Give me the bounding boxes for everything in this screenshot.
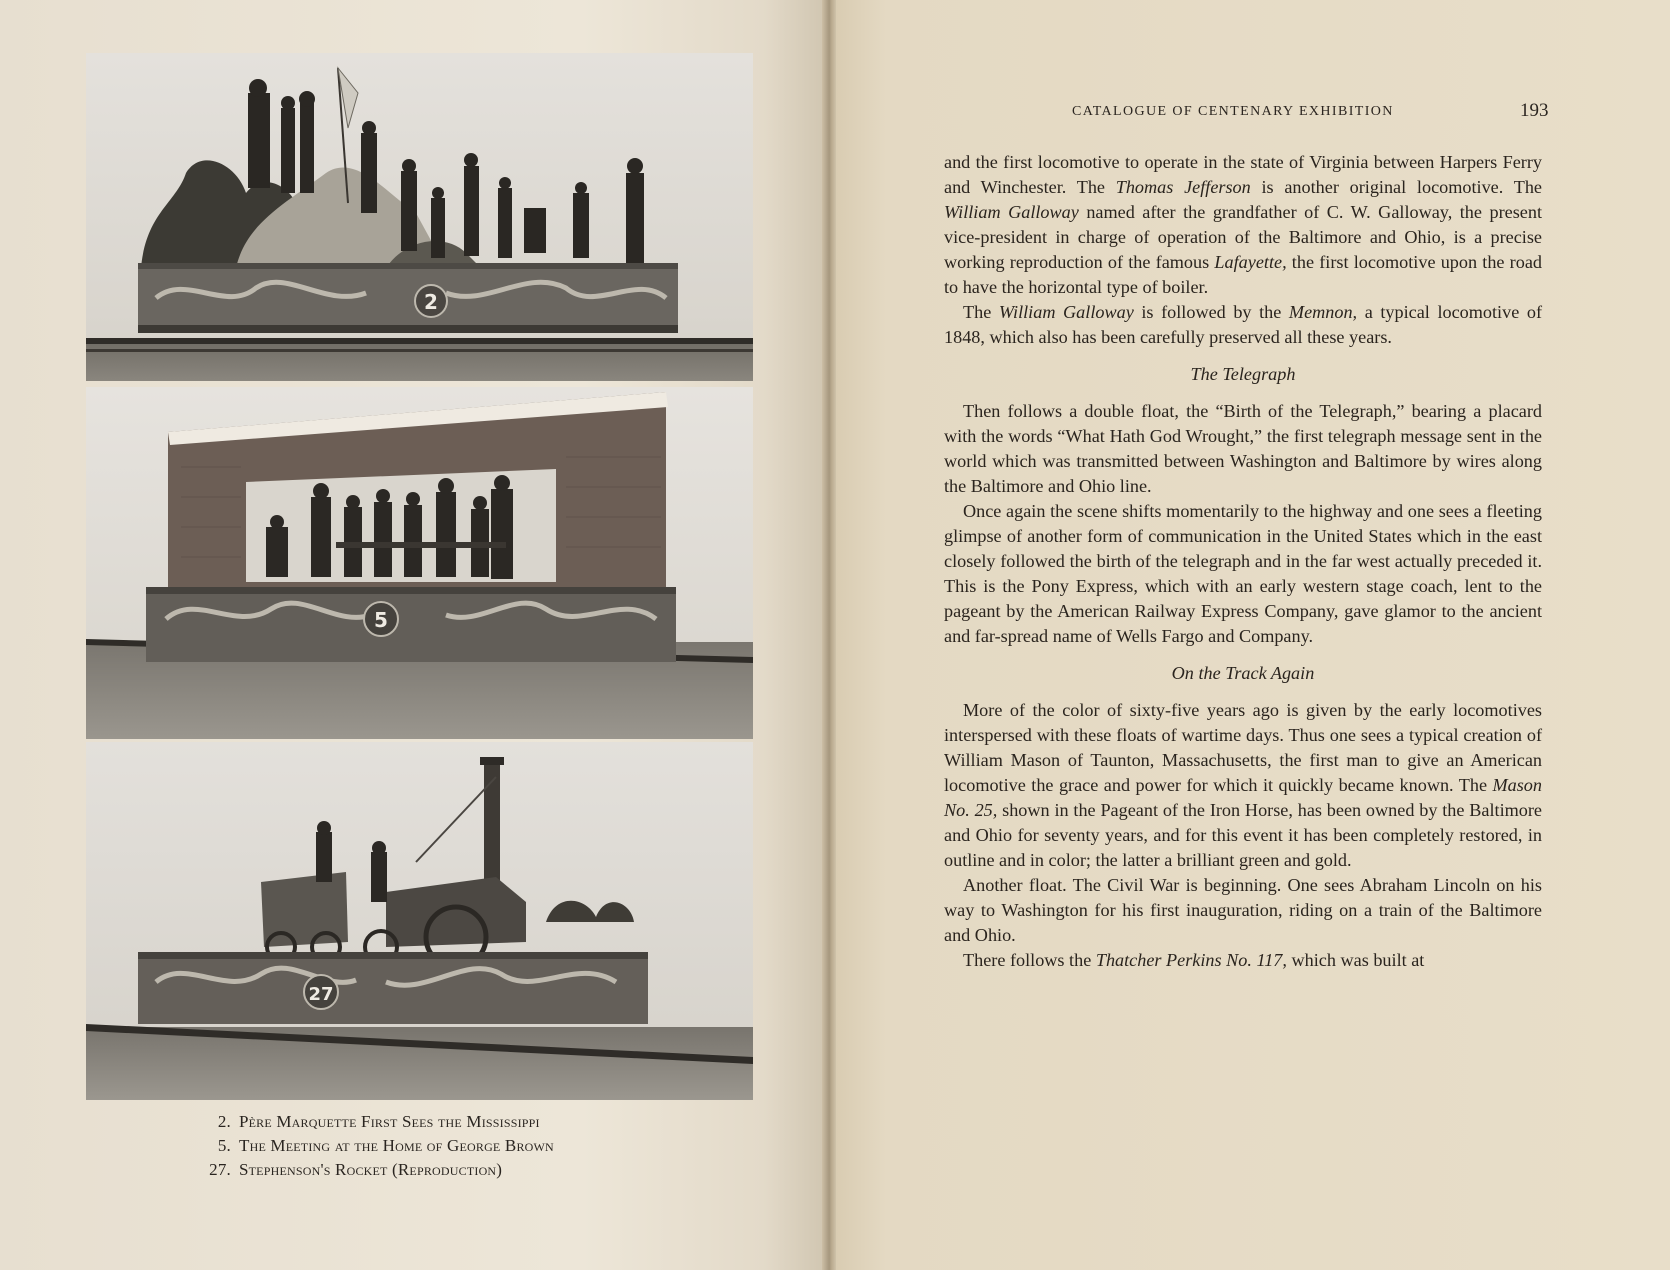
photo-plate-stephensons-rocket bbox=[86, 742, 753, 1100]
caption-text: Stephenson's Rocket (Reproduction) bbox=[239, 1160, 503, 1179]
text-run: is another original locomotive. The bbox=[1250, 177, 1542, 197]
italic-title: William Galloway bbox=[998, 302, 1134, 322]
paragraph bbox=[944, 698, 1542, 873]
george-brown-float-image bbox=[86, 387, 753, 739]
stephensons-rocket-image bbox=[86, 742, 753, 1100]
text-run: The Telegraph bbox=[1190, 364, 1296, 384]
caption-line bbox=[205, 1134, 705, 1158]
caption-number: 2. bbox=[217, 1112, 231, 1131]
text-run: Then follows a double float, the “Birth of the Telegraph,” bearing a placard with the words “What Hath God Wrought,” the first telegraph message sent in the world which was transmitted between Washington and Baltimore by wires along the Baltimore and Ohio line. bbox=[944, 401, 1542, 496]
paragraph bbox=[944, 499, 1542, 649]
italic-title: Thomas Jefferson bbox=[1115, 177, 1251, 197]
text-run: More of the color of sixty-five years ago is given by the early locomotives interspersed with these floats of wartime days. Thus one sees a typical creation of William Mason of Taunton, Massachusetts, the first man to give an American locomotive the grace and power for which it quickly became known. The bbox=[944, 700, 1542, 795]
italic-title: Memnon, bbox=[1288, 302, 1358, 322]
text-run: a typical locomotive of 1848, which also has been carefully preserved all these years. bbox=[944, 302, 1543, 347]
italic-title: Thatcher Perkins No. 117, bbox=[1095, 950, 1287, 970]
float-number-label: 5 bbox=[374, 608, 388, 632]
text-run: and the first locomotive to operate in the state of Virginia between Harpers Ferry and Winchester. The bbox=[944, 152, 1542, 197]
float-number-label: 27 bbox=[308, 984, 334, 1005]
page-number: 193 bbox=[1520, 100, 1549, 121]
section-heading bbox=[944, 661, 1542, 686]
text-run: shown in the Pageant of the Iron Horse, has been owned by the Baltimore and Ohio for seventy years, and for this event it has been completely restored, in outline and in color; the latter a brilliant green and gold. bbox=[944, 800, 1542, 870]
paragraph bbox=[944, 399, 1542, 499]
italic-title: William Galloway bbox=[944, 202, 1079, 222]
paragraph bbox=[944, 873, 1542, 948]
caption-text: The Meeting at the Home of George Brown bbox=[239, 1136, 554, 1155]
text-run: Once again the scene shifts momentarily to the highway and one sees a fleeting glimpse of another form of communication in the United States which in the east closely followed the birth of the telegraph and in the far west actually preceded it. This is the Pony Express, which with an early western stage coach, lent to the pageant by the American Railway Express Company, gave glamor to the ancient and far-spread name of Wells Fargo and Company. bbox=[944, 501, 1542, 646]
paragraph-continued bbox=[944, 150, 1542, 300]
marquette-float-image bbox=[86, 53, 753, 381]
text-run: On the Track Again bbox=[1171, 663, 1315, 683]
paragraph bbox=[944, 300, 1542, 350]
caption-line bbox=[205, 1110, 705, 1134]
italic-title: Lafayette, bbox=[1214, 252, 1287, 272]
caption-text: Père Marquette First Sees the Mississippi bbox=[239, 1112, 540, 1131]
running-head: CATALOGUE OF CENTENARY EXHIBITION bbox=[1072, 104, 1394, 119]
italic-title: Mason No. 25, bbox=[944, 775, 1542, 820]
photo-plate-george-brown-float bbox=[86, 387, 753, 739]
text-run: which was built at bbox=[1286, 950, 1425, 970]
plate-captions bbox=[205, 1110, 705, 1182]
text-run: Another float. The Civil War is beginning. One sees Abraham Lincoln on his way to Washington for his first inauguration, riding on a train of the Baltimore and Ohio. bbox=[944, 875, 1542, 945]
text-run: The bbox=[963, 302, 999, 322]
text-run: named after the grandfather of C. W. Galloway, the present vice-president in charge of operation of the Baltimore and Ohio, is a precise working reproduction of the famous bbox=[944, 202, 1542, 272]
caption-number: 5. bbox=[217, 1136, 231, 1155]
text-run: is followed by the bbox=[1133, 302, 1289, 322]
caption-line bbox=[205, 1158, 705, 1182]
float-number-label: 2 bbox=[424, 290, 438, 314]
caption-number: 27. bbox=[209, 1160, 231, 1179]
section-heading bbox=[944, 362, 1542, 387]
body-text bbox=[944, 150, 1542, 973]
photo-plate-marquette-float bbox=[86, 53, 753, 381]
text-run: There follows the bbox=[963, 950, 1096, 970]
left-page bbox=[0, 0, 830, 1270]
paragraph bbox=[944, 948, 1542, 973]
text-run: the first locomotive upon the road to have the horizontal type of boiler. bbox=[944, 252, 1542, 297]
